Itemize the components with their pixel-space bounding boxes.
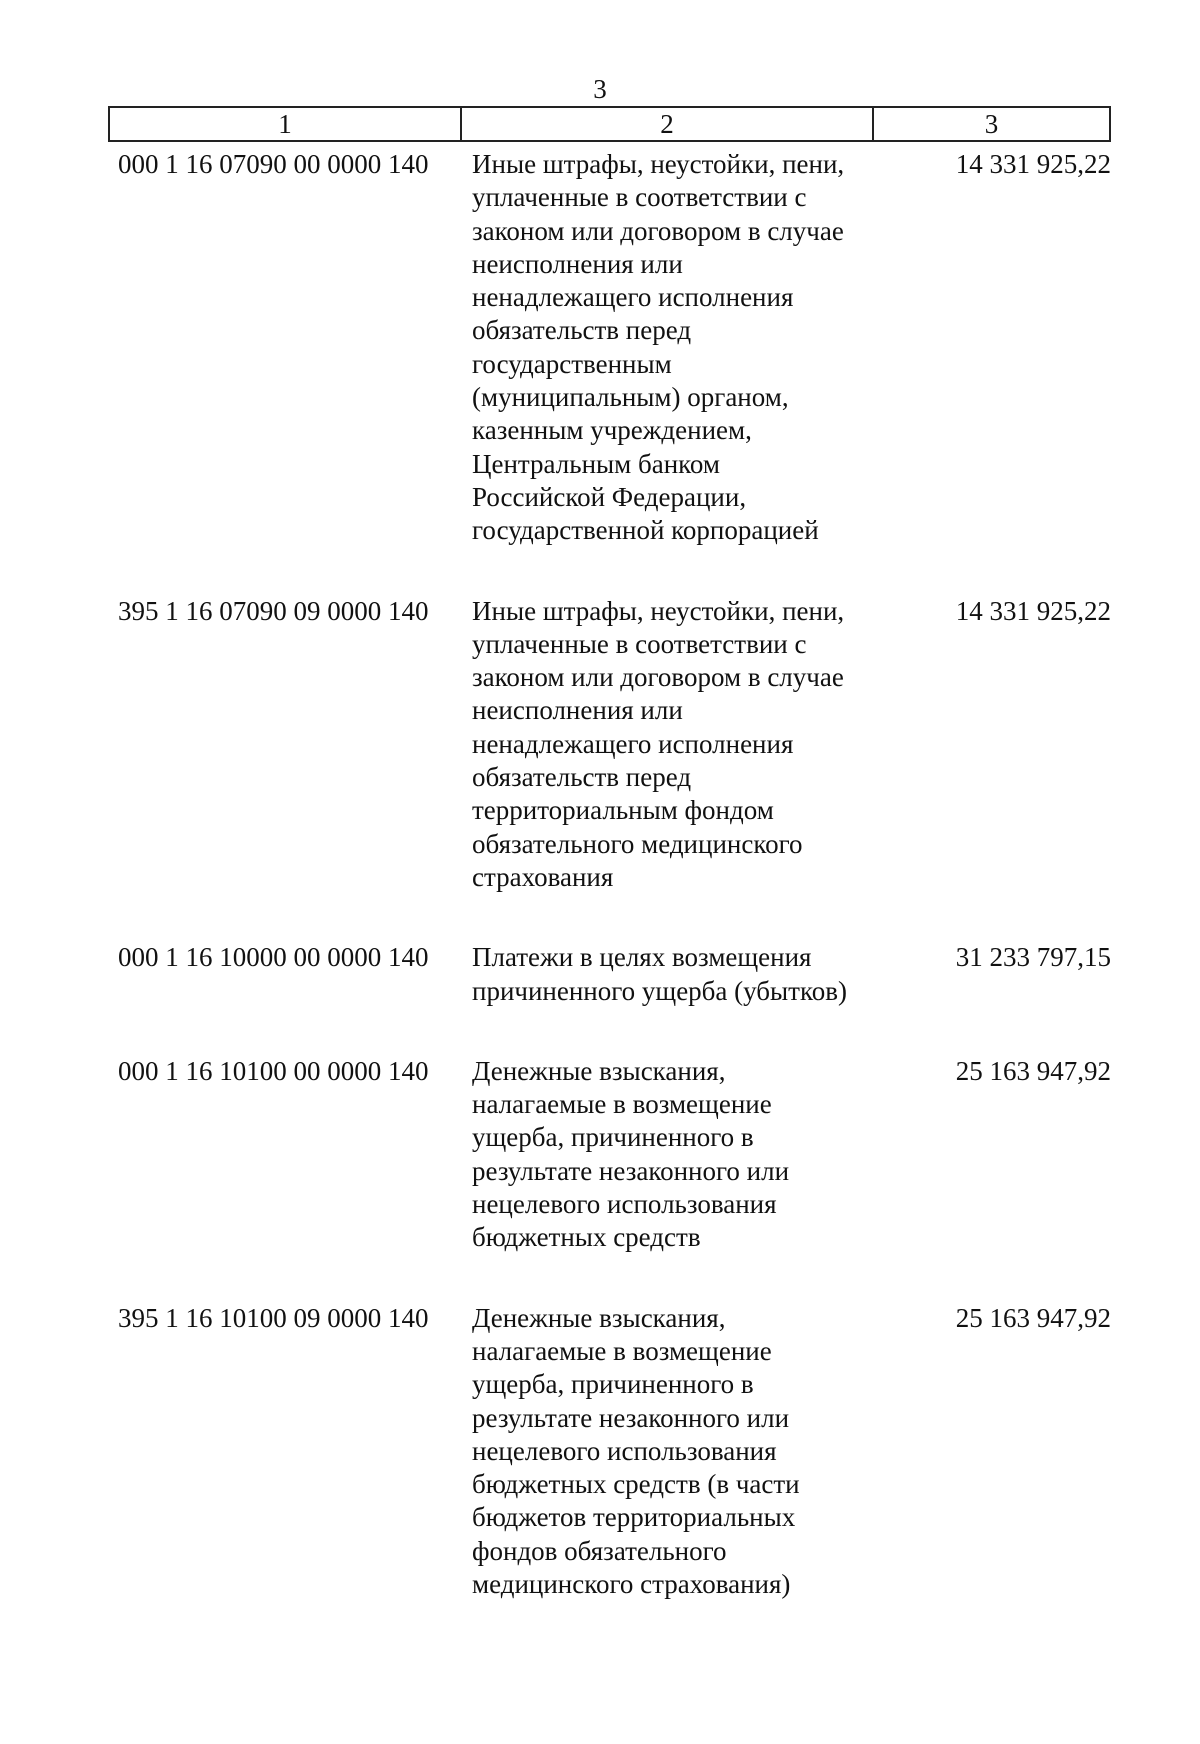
header-column-3: 3 xyxy=(984,109,999,139)
row-code: 395 1 16 10100 09 0000 140 xyxy=(118,1302,429,1333)
row-amount: 25 163 947,92 xyxy=(955,1302,1111,1333)
row-name: Иные штрафы, неустойки, пени, уплаченные в соответствии с законом или договором в случае неисполнения или ненадлежащего исполнения обязательств перед государственным (муниципальным) органом, казенным учреждением, Центральным банком Российской Федерации, государственной корпорацией xyxy=(472,149,845,546)
row-amount: 14 331 925,22 xyxy=(955,149,1111,179)
table-row xyxy=(118,941,1111,1008)
row-code: 000 1 16 07090 00 0000 140 xyxy=(118,149,429,179)
row-code: 395 1 16 07090 09 0000 140 xyxy=(118,595,429,626)
row-amount: 14 331 925,22 xyxy=(955,595,1111,626)
page-number: 3 xyxy=(593,74,607,104)
table-row xyxy=(118,595,1111,895)
header-column-2: 2 xyxy=(462,108,874,140)
row-name: Иные штрафы, неустойки, пени, уплаченные в соответствии с законом или договором в случае неисполнения или ненадлежащего исполнения обязательств перед территориальным фондом обязательного медицинского страхования xyxy=(472,595,845,892)
row-code: 000 1 16 10100 00 0000 140 xyxy=(118,1055,429,1086)
row-amount: 31 233 797,15 xyxy=(955,942,1111,973)
row-code: 000 1 16 10000 00 0000 140 xyxy=(118,942,429,973)
table-row xyxy=(118,1055,1111,1255)
header-column-1: 1 xyxy=(110,108,462,140)
table-header-row xyxy=(108,106,1111,142)
row-name: Денежные взыскания, налагаемые в возмещение ущерба, причиненного в результате незаконного или нецелевого использования бюджетных средств xyxy=(472,1055,790,1253)
row-amount: 25 163 947,92 xyxy=(955,1055,1111,1086)
table-body xyxy=(118,144,1111,1601)
table-row xyxy=(118,144,1111,548)
table-row xyxy=(118,1302,1111,1602)
row-name: Денежные взыскания, налагаемые в возмещение ущерба, причиненного в результате незаконного или нецелевого использования бюджетных средств (в части бюджетов территориальных фондов обязательного медицинского страхования) xyxy=(472,1302,800,1599)
row-name: Платежи в целях возмещения причиненного ущерба (убытков) xyxy=(472,942,847,1006)
